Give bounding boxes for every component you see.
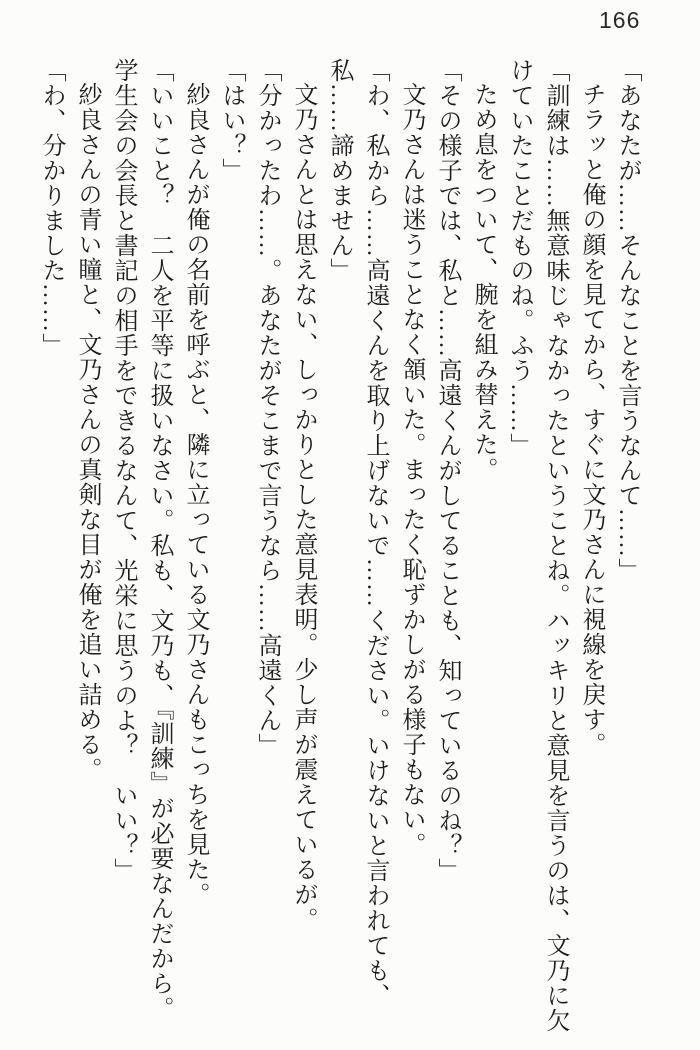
narration-paragraph: 紗良さんが俺の名前を呼ぶと、隣に立っている文乃さんもこっちを見た。	[182, 82, 208, 907]
narration-paragraph: 紗良さんの青い瞳と、文乃さんの真剣な目が俺を追い詰める。	[74, 82, 100, 782]
dialogue-paragraph: 「わ、分かりました……」	[38, 58, 64, 358]
narration-paragraph: チラッと俺の顔を見てから、すぐに文乃さんに視線を戻す。	[578, 82, 604, 757]
narration-paragraph: 文乃さんは迷うことなく頷いた。まったく恥ずかしがる様子もない。	[398, 82, 424, 857]
dialogue-paragraph: 「その様子では、私と……高遠くんがしてることも、知っているのね？」	[434, 58, 460, 883]
dialogue-paragraph: 「あなたが……そんなことを言うなんて……」	[614, 58, 640, 583]
dialogue-paragraph: 「わ、私から……高遠くんを取り上げないで……ください。いけないと言われても、私……諦めません」	[326, 58, 388, 1008]
narration-paragraph: ため息をついて、腕を組み替えた。	[470, 82, 496, 482]
narration-paragraph: 文乃さんとは思えない、しっかりとした意見表明。少し声が震えているが。	[290, 82, 316, 932]
dialogue-paragraph: 「いいこと？ 二人を平等に扱いなさい。私も、文乃も、『訓練』が必要なんだから。学生会の会長と書記の相手をできるなんて、光栄に思うのよ？ いい？」	[110, 58, 172, 1021]
vertical-text-area	[33, 58, 645, 1035]
page-number: 166	[599, 7, 641, 33]
dialogue-paragraph: 「分かったわ……。あなたがそこまで言うなら……高遠くん」	[254, 58, 280, 758]
dialogue-paragraph: 「はい？」	[218, 58, 244, 183]
dialogue-paragraph: 「訓練は……無意味じゃなかったということね。ハッキリと意見を言うのは、文乃に欠けていたことだものね。ふう……」	[506, 58, 568, 1033]
